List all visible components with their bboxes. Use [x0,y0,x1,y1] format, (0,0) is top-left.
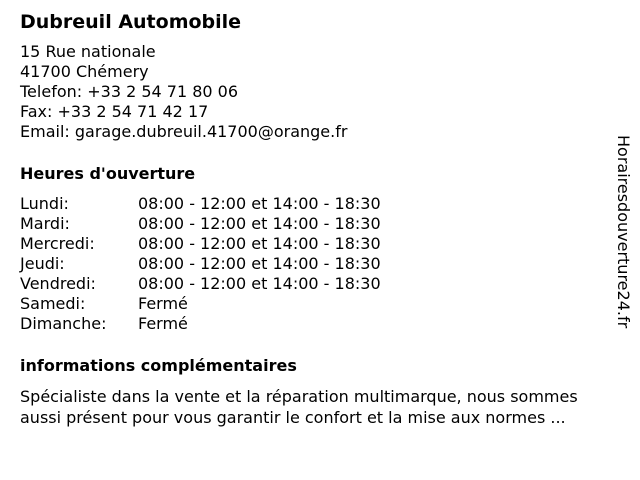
hours-row-sunday [20,314,600,334]
business-card [20,10,600,428]
fax-number: Fax: +33 2 54 71 42 17 [20,102,209,121]
hours-day-label: Mardi: [20,214,70,233]
address-street: 15 Rue nationale [20,42,156,61]
hours-time: 08:00 - 12:00 et 14:00 - 18:30 [138,254,381,273]
hours-day-label: Mercredi: [20,234,95,253]
hours-heading: Heures d'ouverture [20,164,196,183]
hours-table [20,194,600,334]
hours-day-label: Lundi: [20,194,69,213]
hours-row-tuesday [20,214,600,234]
info-description: Spécialiste dans la vente et la réparation multimarque, nous sommes aussi présent pour vous garantir le confort et la mise aux normes ... [20,387,578,427]
hours-row-friday [20,274,600,294]
hours-row-wednesday [20,234,600,254]
hours-time: Fermé [138,294,188,313]
contact-block [20,42,600,142]
brand-watermark: Horairesdouverture24.fr [614,135,633,329]
hours-day-label: Vendredi: [20,274,96,293]
phone-number: Telefon: +33 2 54 71 80 06 [20,82,239,101]
address-city: 41700 Chémery [20,62,149,81]
hours-day-label: Samedi: [20,294,86,313]
email-address: Email: garage.dubreuil.41700@orange.fr [20,122,348,141]
hours-time: 08:00 - 12:00 et 14:00 - 18:30 [138,214,381,233]
hours-day-label: Jeudi: [20,254,65,273]
hours-day-label: Dimanche: [20,314,107,333]
hours-row-saturday [20,294,600,314]
hours-time: 08:00 - 12:00 et 14:00 - 18:30 [138,274,381,293]
hours-row-monday [20,194,600,214]
info-heading: informations complémentaires [20,356,297,375]
business-name: Dubreuil Automobile [20,11,242,33]
hours-time: 08:00 - 12:00 et 14:00 - 18:30 [138,194,381,213]
hours-row-thursday [20,254,600,274]
hours-time: Fermé [138,314,188,333]
hours-time: 08:00 - 12:00 et 14:00 - 18:30 [138,234,381,253]
